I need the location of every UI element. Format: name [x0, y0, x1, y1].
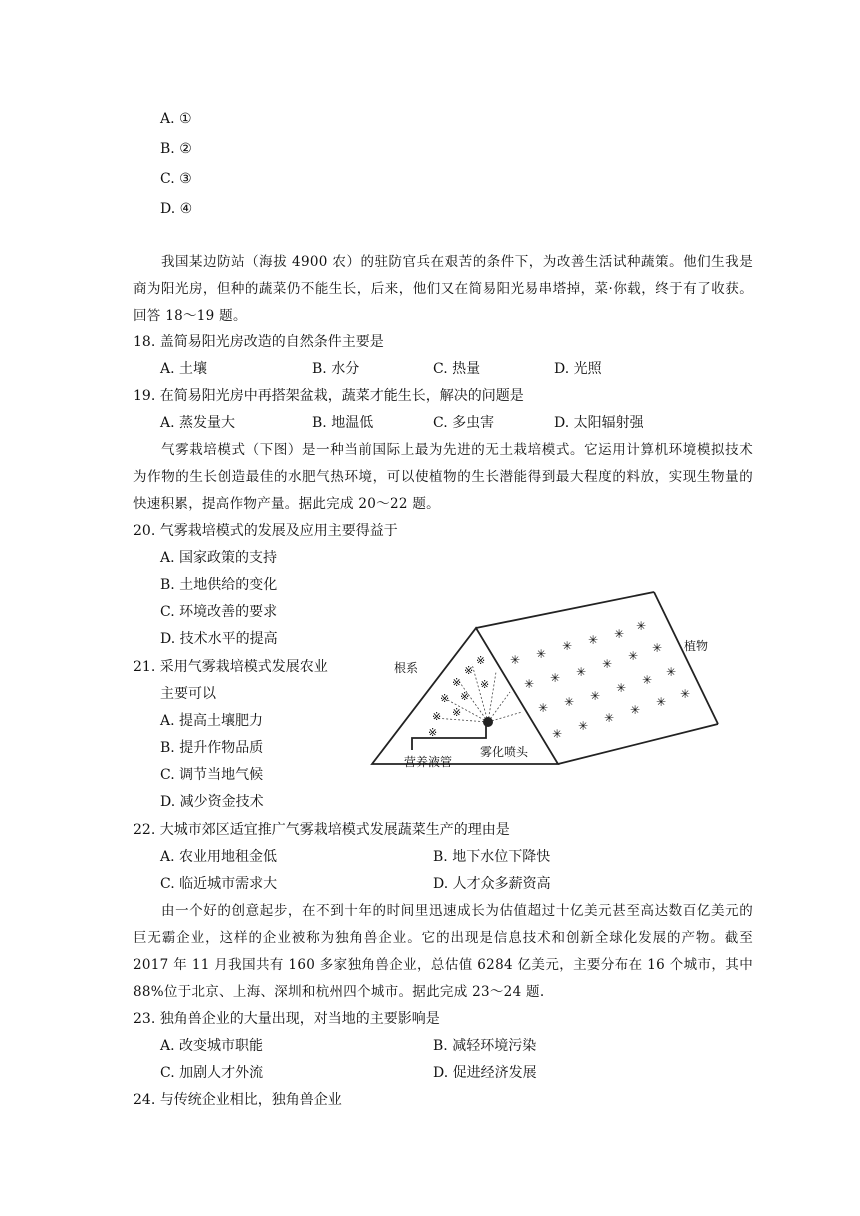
- label-pipe: 营养液管: [404, 755, 453, 769]
- svg-text:✳: ✳: [602, 657, 613, 671]
- passage-18-19: 我国某边防站（海拔 4900 农）的驻防官兵在艰苦的条件下，为改善生活试种蔬策。他们生我是商为阳光房，但种的蔬菜仍不能生长，后来，他们又在简易阳光易串塔掉，菜·你载，终于有了收获。回答 18～19 题。: [133, 254, 753, 324]
- q18-option-c: C. 热量: [433, 361, 481, 377]
- svg-text:※: ※: [460, 690, 470, 703]
- plants-icon: [510, 619, 690, 741]
- q21-stem-cont: 主要可以: [160, 686, 216, 702]
- q17-option-d: D. ④: [160, 201, 193, 217]
- passage-23-24: 由一个好的创意起步，在不到十年的时间里迅速成长为估值超过十亿美元甚至高达数百亿美元的巨无霸企业，这样的企业被称为独角兽企业。它的出现是信息技术和创新全球化发展的产物。截至 2017 年 11 月我国共有 160 多家独角兽企业，总估值 6284 亿美元，主要分布在 16 个城市，其中 88%位于北京、上海、深圳和杭州四个城市。据此完成 23～24 题.: [133, 903, 753, 1000]
- svg-text:※: ※: [480, 678, 490, 691]
- svg-text:✳: ✳: [564, 695, 575, 709]
- svg-text:✳: ✳: [680, 687, 691, 701]
- label-plants: 植物: [684, 639, 709, 653]
- q21-option-d: D. 减少资金技术: [160, 794, 264, 810]
- q17-option-b: B. ②: [160, 141, 192, 157]
- svg-text:✳: ✳: [590, 689, 601, 703]
- q22-option-a: A. 农业用地租金低: [160, 849, 278, 865]
- q20-option-a: A. 国家政策的支持: [160, 550, 278, 566]
- nozzle-icon: [483, 717, 493, 727]
- svg-text:✳: ✳: [578, 719, 589, 733]
- aeroponics-diagram: [368, 588, 720, 780]
- q22-stem: 22. 大城市郊区适宜推广气雾栽培模式发展蔬菜生产的理由是: [133, 822, 510, 838]
- q22-option-d: D. 人才众多薪资高: [433, 876, 551, 892]
- svg-text:✳: ✳: [616, 681, 627, 695]
- passage-20-22: 气雾栽培模式（下图）是一种当前国际上最为先进的无土栽培模式。它运用计算机环境模拟技术为作物的生长创造最佳的水肥气热环境，可以使植物的生长潜能得到最大程度的料放，实现生物量的快速积累，提高作物产量。据此完成 20～22 题。: [133, 442, 753, 512]
- svg-text:✳: ✳: [642, 673, 653, 687]
- svg-text:✳: ✳: [656, 695, 667, 709]
- svg-text:✳: ✳: [576, 665, 587, 679]
- q19-stem: 19. 在简易阳光房中再搭架盆栽，蔬菜才能生长，解决的问题是: [133, 388, 524, 404]
- q21-option-c: C. 调节当地气候: [160, 767, 264, 783]
- q23-option-d: D. 促进经济发展: [433, 1065, 537, 1081]
- svg-text:✳: ✳: [562, 639, 573, 653]
- q20-option-c: C. 环境改善的要求: [160, 604, 278, 620]
- q23-option-a: A. 改变城市职能: [160, 1038, 264, 1054]
- q20-option-b: B. 土地供给的变化: [160, 577, 278, 593]
- svg-text:※: ※: [428, 726, 438, 739]
- svg-text:✳: ✳: [524, 677, 535, 691]
- q20-option-d: D. 技术水平的提高: [160, 631, 278, 647]
- svg-text:※: ※: [464, 664, 474, 677]
- svg-text:✳: ✳: [636, 619, 647, 633]
- q23-option-c: C. 加剧人才外流: [160, 1065, 264, 1081]
- q19-option-a: A. 蒸发量大: [160, 415, 236, 431]
- q22-option-b: B. 地下水位下降快: [433, 849, 551, 865]
- svg-text:✳: ✳: [628, 649, 639, 663]
- svg-text:✳: ✳: [552, 727, 563, 741]
- q17-option-c: C. ③: [160, 171, 192, 187]
- q18-stem: 18. 盖简易阳光房改造的自然条件主要是: [133, 334, 384, 350]
- q23-stem: 23. 独角兽企业的大量出现，对当地的主要影响是: [133, 1011, 440, 1027]
- svg-text:✳: ✳: [588, 633, 599, 647]
- q20-stem: 20. 气雾栽培模式的发展及应用主要得益于: [133, 523, 398, 539]
- svg-text:✳: ✳: [666, 665, 677, 679]
- q19-option-c: C. 多虫害: [433, 415, 495, 431]
- svg-text:※: ※: [452, 706, 462, 719]
- svg-text:✳: ✳: [510, 653, 521, 667]
- roots-icon: [428, 654, 489, 739]
- svg-text:※: ※: [432, 710, 442, 723]
- q17-option-a: A. ①: [160, 111, 192, 127]
- q24-stem: 24. 与传统企业相比，独角兽企业: [133, 1092, 342, 1108]
- q23-option-b: B. 减轻环境污染: [433, 1038, 537, 1054]
- svg-text:✳: ✳: [550, 671, 561, 685]
- q22-option-c: C. 临近城市需求大: [160, 876, 278, 892]
- svg-text:✳: ✳: [652, 641, 663, 655]
- label-nozzle: 雾化喷头: [480, 745, 529, 759]
- q19-option-d: D. 太阳辐射强: [554, 415, 644, 431]
- q21-option-a: A. 提高土壤肥力: [160, 713, 264, 729]
- svg-text:※: ※: [440, 692, 450, 705]
- q18-option-b: B. 水分: [312, 361, 360, 377]
- q21-option-b: B. 提升作物品质: [160, 740, 264, 756]
- q18-option-d: D. 光照: [554, 361, 602, 377]
- q18-option-a: A. 土壤: [160, 361, 208, 377]
- svg-text:※: ※: [452, 676, 462, 689]
- svg-text:✳: ✳: [538, 701, 549, 715]
- svg-text:✳: ✳: [536, 647, 547, 661]
- svg-text:✳: ✳: [630, 703, 641, 717]
- label-roots: 根系: [394, 661, 419, 675]
- svg-text:✳: ✳: [614, 627, 625, 641]
- svg-text:※: ※: [476, 654, 486, 667]
- q21-stem: 21. 采用气雾栽培模式发展农业: [133, 659, 328, 675]
- q19-option-b: B. 地温低: [312, 415, 374, 431]
- svg-text:✳: ✳: [604, 711, 615, 725]
